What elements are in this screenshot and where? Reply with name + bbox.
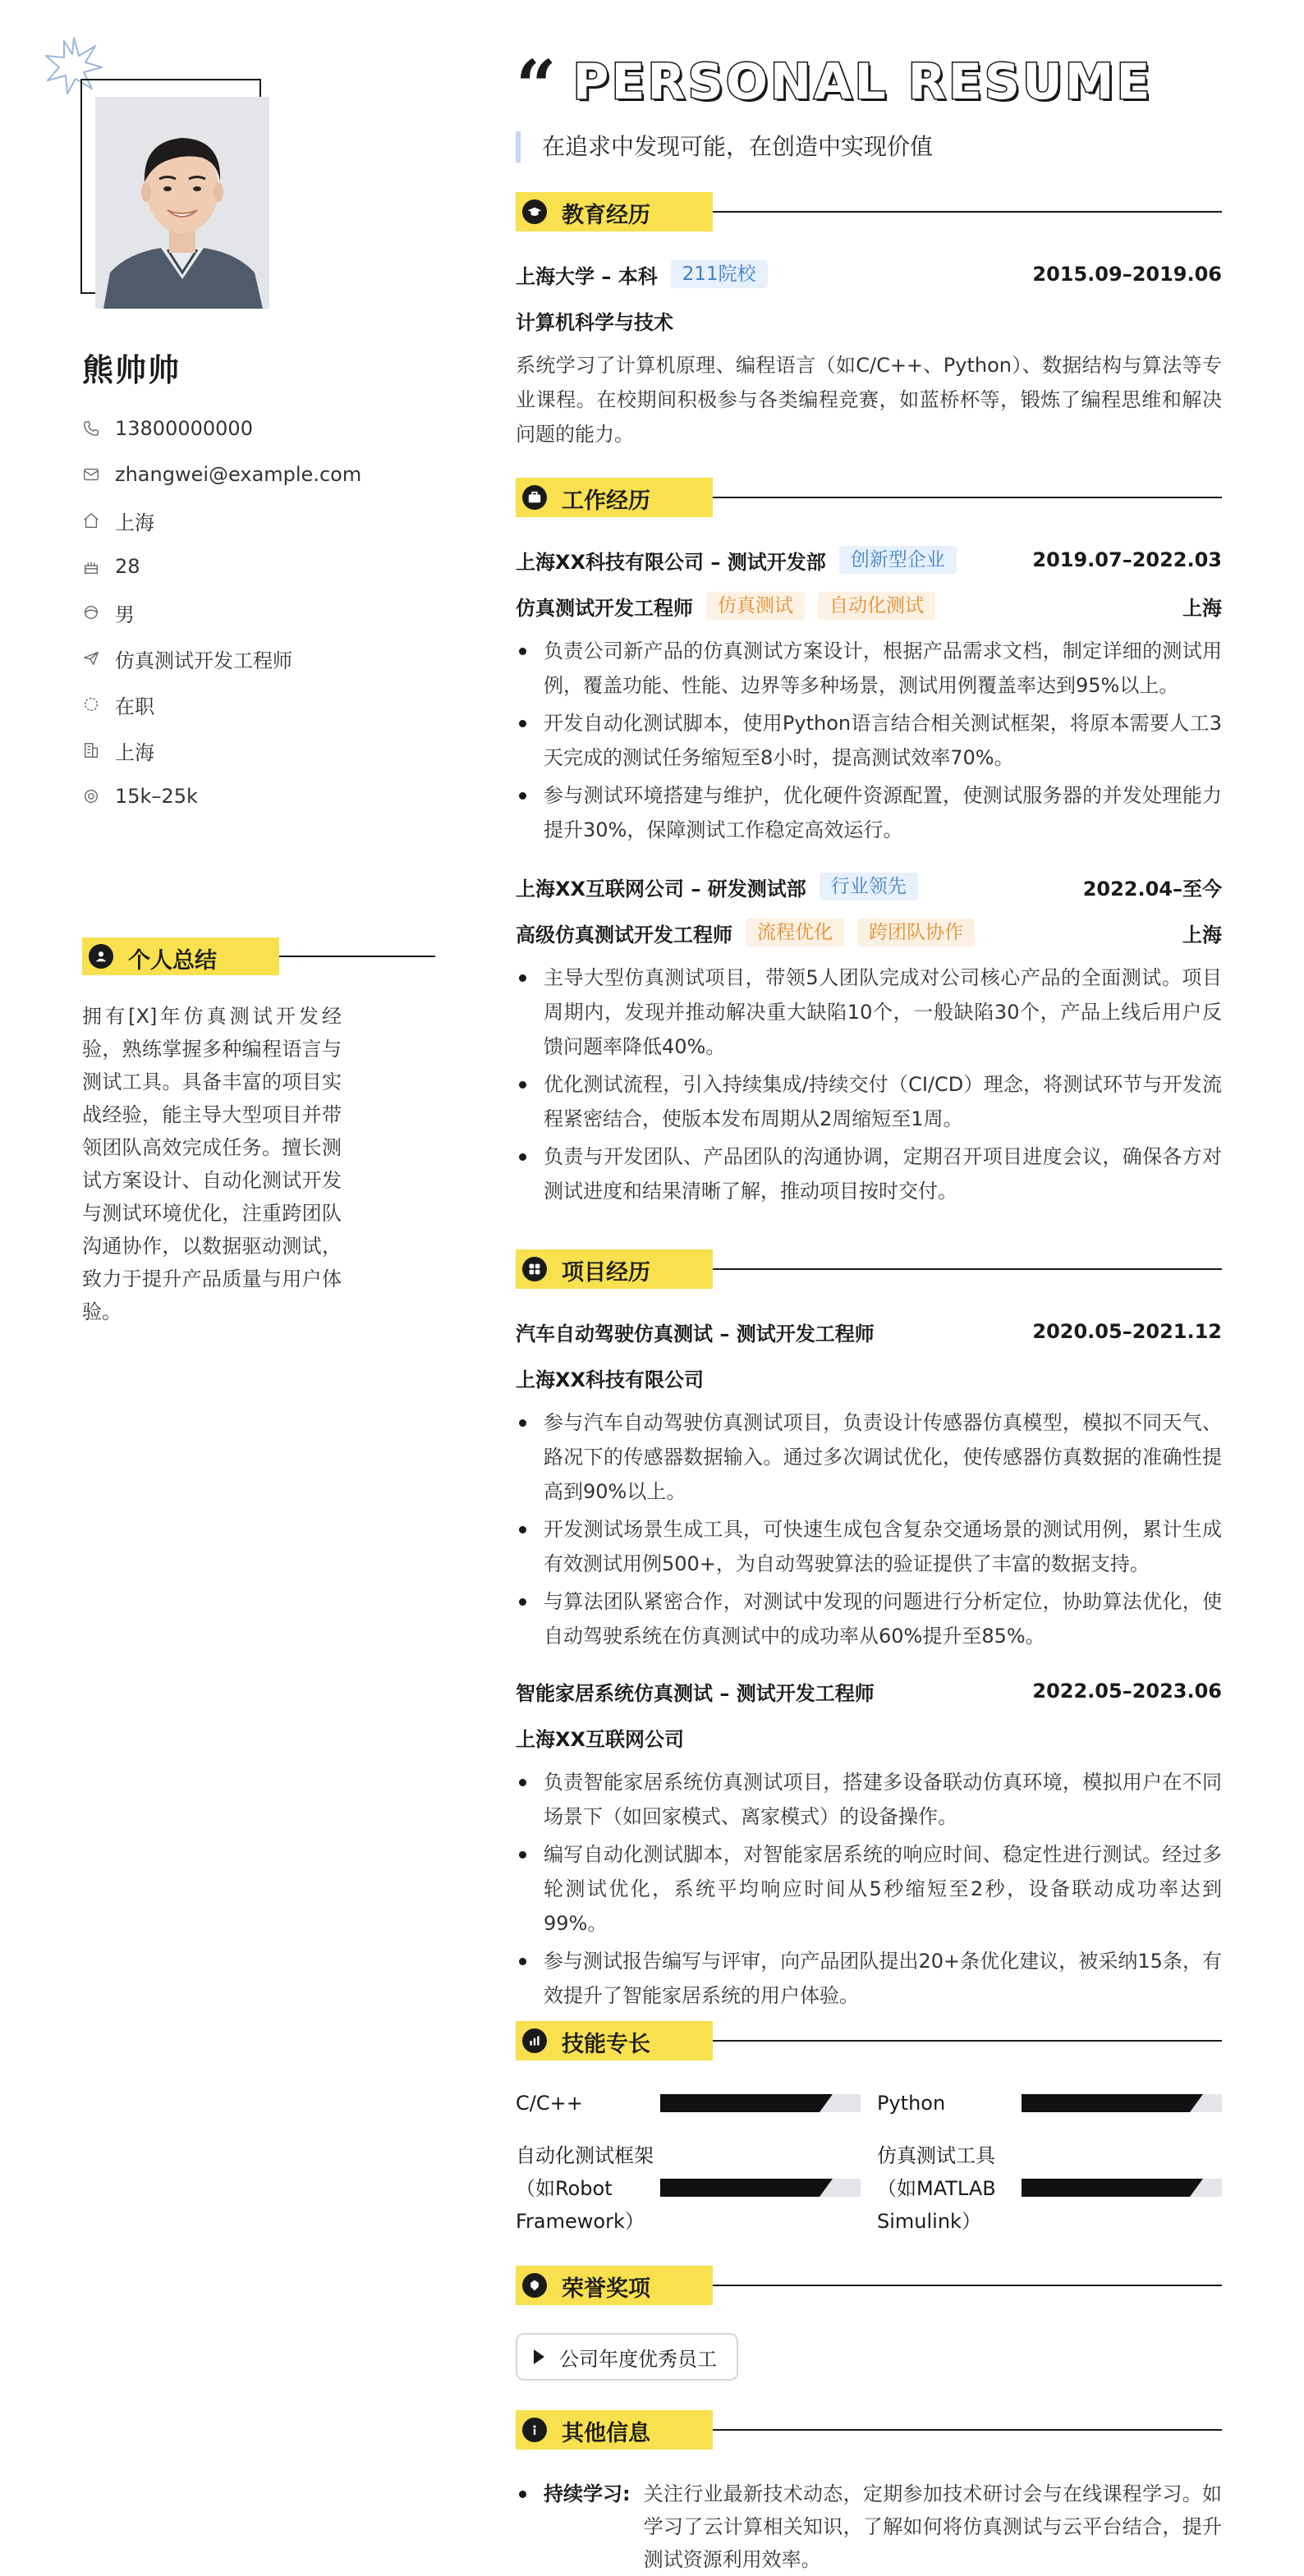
list-item: 负责与开发团队、产品团队的沟通协调，定期召开项目进度会议，确保各方对测试进度和结果清晰了解，推动项目按时交付。: [516, 1139, 1222, 1208]
skill-tag: 跨团队协作: [857, 919, 975, 947]
major-row: [516, 305, 1222, 335]
job-company: 上海XX科技有限公司 – 测试开发部: [516, 550, 826, 574]
briefcase-icon: [522, 485, 547, 510]
project-bullets: [516, 1405, 1222, 1657]
section-title: 项目经历: [562, 1260, 650, 1286]
skill-tag: 自动化测试: [818, 592, 935, 620]
info-value: zhangwei@example.com: [115, 463, 362, 486]
info-phone: [82, 406, 361, 451]
list-item: 编写自动化测试脚本，对智能家居系统的响应时间、稳定性进行测试。经过多轮测试优化，系统平均响应时间从5秒缩短至2秒，设备联动成功率达到99%。: [516, 1837, 1222, 1941]
section-title: 荣誉奖项: [562, 2276, 650, 2302]
resume-title-row: [516, 45, 1153, 128]
section-divider: [713, 211, 1222, 213]
school-tag: 211院校: [671, 260, 768, 288]
award-icon: [522, 2273, 547, 2298]
avatar: [95, 97, 269, 309]
quote-icon: “: [516, 45, 557, 128]
skill-name: 仿真测试工具（如MATLAB Simulink）: [877, 2144, 996, 2233]
skill-level: [1022, 2094, 1190, 2112]
info-value: 28: [115, 555, 140, 578]
info-email: [82, 451, 361, 497]
skill-item: [516, 2139, 861, 2238]
other-info-list: [516, 2477, 1222, 2576]
summary-section-header: [82, 937, 353, 975]
skill-bar: [1022, 2179, 1222, 2197]
info-hometown: [82, 497, 361, 543]
mail-icon: [82, 465, 100, 484]
list-item: 参与汽车自动驾驶仿真测试项目，负责设计传感器仿真模型，模拟不同天气、路况下的传感器数据输入。通过多次调试优化，使传感器仿真数据的准确性提高到90%以上。: [516, 1405, 1222, 1509]
project-header: [516, 1317, 1222, 1346]
section-divider: [713, 497, 1222, 498]
section-title: 教育经历: [562, 203, 650, 228]
play-icon: [534, 2349, 544, 2364]
job-header: [516, 545, 1222, 575]
motto: 在追求中发现可能，在创造中实现价值: [516, 131, 933, 163]
cake-icon: [82, 557, 100, 575]
project-name: 智能家居系统仿真测试 – 测试开发工程师: [516, 1681, 875, 1705]
coin-icon: [82, 787, 100, 805]
section-divider: [713, 2285, 1222, 2286]
skill-level: [1022, 2179, 1190, 2197]
other-section-header: [516, 2410, 1222, 2450]
skill-bar: [660, 2094, 861, 2112]
info-value: 上海: [115, 740, 154, 764]
info-value: 15k–25k: [115, 785, 198, 808]
info-gender: [82, 589, 361, 635]
job-period: 2019.07–2022.03: [1032, 548, 1222, 571]
list-item: 参与测试环境搭建与维护，优化硬件资源配置，使测试服务器的并发处理能力提升30%，保障测试工作稳定高效运行。: [516, 778, 1222, 847]
section-divider: [713, 2040, 1222, 2042]
list-item: [516, 2477, 1222, 2576]
job-city: 上海: [1182, 923, 1222, 947]
skill-item: [877, 2087, 1222, 2120]
section-title: 工作经历: [562, 488, 650, 514]
section-title: 个人总结: [128, 948, 217, 974]
project-name: 汽车自动驾驶仿真测试 – 测试开发工程师: [516, 1322, 875, 1345]
list-item: 与算法团队紧密合作，对测试中发现的问题进行分析定位，协助算法优化，使自动驾驶系统在仿真测试中的成功率从60%提升至85%。: [516, 1584, 1222, 1653]
info-value: 上海: [115, 511, 154, 534]
awards-section-header: [516, 2266, 1222, 2305]
info-icon: [522, 2418, 547, 2442]
job-role: 仿真测试开发工程师: [516, 596, 693, 620]
other-value: 关注行业最新技术动态，定期参加技术研讨会与在线课程学习。如学习了云计算相关知识，了解如何将仿真测试与云平台结合，提升测试资源利用效率。: [643, 2482, 1222, 2571]
company-tag: 行业领先: [820, 873, 918, 901]
work-section-header: [516, 478, 1222, 517]
education-description: 系统学习了计算机原理、编程语言（如C/C++、Python）、数据结构与算法等专业课程。在校期间积极参与各类编程竞赛，如蓝桥杯等，锻炼了编程思维和解决问题的能力。: [516, 354, 1222, 446]
project-period: 2022.05–2023.06: [1032, 1680, 1222, 1703]
section-title: 其他信息: [562, 2421, 650, 2446]
job-role-row: [516, 591, 1222, 621]
section-title: 技能专长: [562, 2032, 650, 2057]
resume-title: PERSONAL RESUME: [572, 53, 1153, 111]
skills-section-header: [516, 2021, 1222, 2060]
projects-section-header: [516, 1249, 1222, 1289]
other-key: 持续学习:: [544, 2482, 631, 2505]
building-icon: [82, 741, 100, 759]
project-org-row: [516, 1722, 1222, 1752]
phone-icon: [82, 419, 100, 438]
list-item: 负责公司新产品的仿真测试方案设计，根据产品需求文档，制定详细的测试用例，覆盖功能、性能、边界等多种场景，测试用例覆盖率达到95%以上。: [516, 634, 1222, 703]
summary-text: 拥有[X]年仿真测试开发经验，熟练掌握多种编程语言与测试工具。具备丰富的项目实战经验，能主导大型项目并带领团队高效完成任务。擅长测试方案设计、自动化测试开发与测试环境优化，注重跨团队沟通协作，以数据驱动测试，致力于提升产品质量与用户体验。: [82, 1005, 342, 1323]
info-value: 13800000000: [115, 417, 253, 440]
project-header: [516, 1676, 1222, 1706]
profile-name: 熊帅帅: [82, 352, 181, 388]
job-header: [516, 872, 1222, 901]
section-divider: [279, 956, 435, 957]
info-city: [82, 727, 361, 773]
contact-info-list: [82, 406, 361, 819]
skill-tag: 仿真测试: [706, 592, 805, 620]
project-bullets: [516, 1765, 1222, 2016]
job-city: 上海: [1182, 596, 1222, 620]
company-tag: 创新型企业: [839, 546, 957, 574]
info-age: [82, 543, 361, 589]
list-item: 开发自动化测试脚本，使用Python语言结合相关测试框架，将原本需要人工3天完成的测试任务缩短至8小时，提高测试效率70%。: [516, 706, 1222, 775]
job-period: 2022.04–至今: [1082, 877, 1222, 901]
list-item: 参与测试报告编写与评审，向产品团队提出20+条优化建议，被采纳15条，有效提升了智能家居系统的用户体验。: [516, 1944, 1222, 2013]
info-value: 在职: [115, 694, 154, 718]
job-role-row: [516, 918, 1222, 947]
project-org: 上海XX互联网公司: [516, 1727, 685, 1751]
skill-level: [660, 2179, 820, 2197]
skill-item: [877, 2139, 1222, 2238]
list-item: 优化测试流程，引入持续集成/持续交付（CI/CD）理念，将测试环节与开发流程紧密结合，使版本发布周期从2周缩短至1周。: [516, 1067, 1222, 1136]
education-section-header: [516, 192, 1222, 231]
list-item: 负责智能家居系统仿真测试项目，搭建多设备联动仿真环境，模拟用户在不同场景下（如回家模式、离家模式）的设备操作。: [516, 1765, 1222, 1834]
school-name: 上海大学 – 本科: [516, 264, 658, 288]
skill-name: 自动化测试框架（如Robot Framework）: [516, 2144, 654, 2233]
home-icon: [82, 511, 100, 529]
grid-icon: [522, 1257, 547, 1281]
major: 计算机科学与技术: [516, 310, 673, 334]
job-bullets: [516, 634, 1222, 850]
skill-name: C/C++: [516, 2092, 583, 2115]
project-period: 2020.05–2021.12: [1032, 1320, 1222, 1343]
gender-icon: [82, 603, 100, 621]
status-icon: [82, 695, 100, 713]
skill-bar: [660, 2179, 861, 2197]
info-status: [82, 681, 361, 727]
job-bullets: [516, 960, 1222, 1212]
education-period: 2015.09–2019.06: [1032, 263, 1222, 286]
education-row: [516, 259, 1222, 289]
project-org: 上海XX科技有限公司: [516, 1368, 705, 1391]
skill-bar: [1022, 2094, 1222, 2112]
job-company: 上海XX互联网公司 – 研发测试部: [516, 877, 806, 901]
skill-name: Python: [877, 2092, 946, 2115]
graduation-cap-icon: [522, 199, 547, 224]
bar-chart-icon: [522, 2028, 547, 2053]
info-position: [82, 635, 361, 681]
award-label: 公司年度优秀员工: [559, 2347, 717, 2371]
list-item: 主导大型仿真测试项目，带领5人团队完成对公司核心产品的全面测试。项目周期内，发现并推动解决重大缺陷10个，一般缺陷30个，产品上线后用户反馈问题率降低40%。: [516, 960, 1222, 1064]
section-divider: [713, 2429, 1222, 2431]
user-icon: [89, 944, 113, 969]
job-role: 高级仿真测试开发工程师: [516, 923, 732, 947]
send-icon: [82, 649, 100, 667]
list-item: 开发测试场景生成工具，可快速生成包含复杂交通场景的测试用例，累计生成有效测试用例500+，为自动驾驶算法的验证提供了丰富的数据支持。: [516, 1512, 1222, 1581]
info-value: 仿真测试开发工程师: [115, 649, 292, 672]
info-value: 男: [115, 603, 135, 626]
award-chip: [516, 2333, 738, 2381]
skill-tag: 流程优化: [746, 919, 844, 947]
info-salary: [82, 773, 361, 819]
skill-item: [516, 2087, 861, 2120]
section-divider: [713, 1268, 1222, 1270]
skill-level: [660, 2094, 820, 2112]
project-org-row: [516, 1363, 1222, 1392]
